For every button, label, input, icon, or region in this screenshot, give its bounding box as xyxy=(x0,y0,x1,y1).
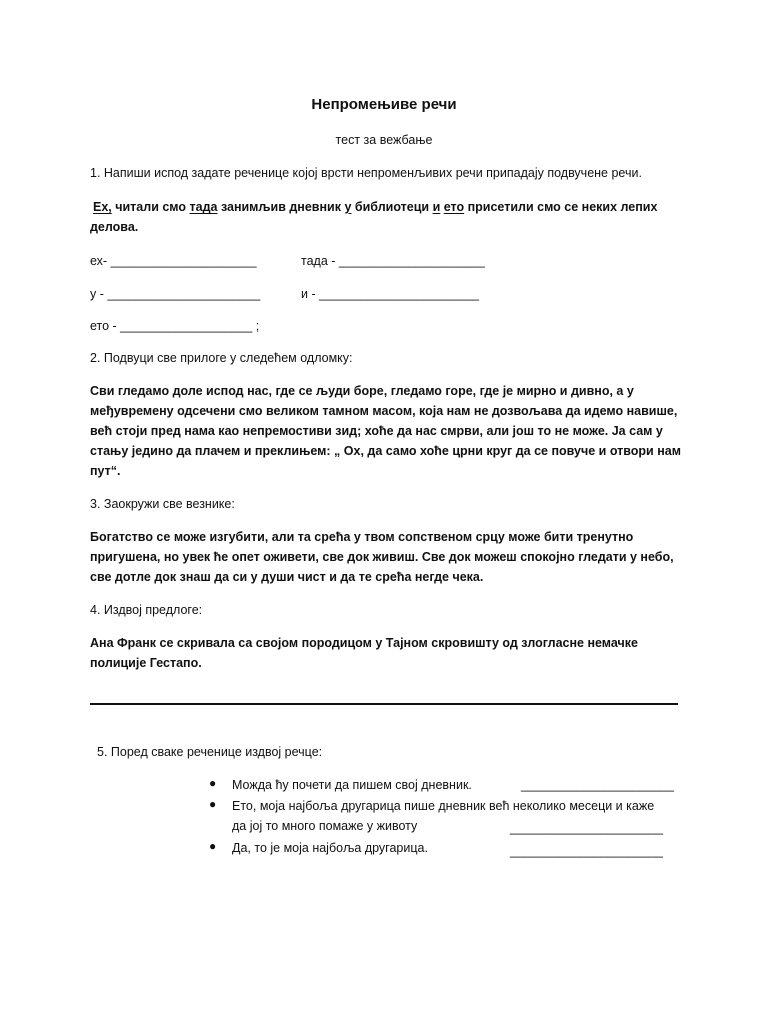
underlined-word: Ех, xyxy=(93,200,112,214)
task5-item-2-line2: да јој то много помаже у животу xyxy=(232,819,418,833)
answer-field-item-1[interactable]: ______________________ xyxy=(521,778,674,792)
task5-item-1: Можда ћу почети да пишем свој дневник. xyxy=(232,778,472,792)
sentence-text: библиотеци xyxy=(351,200,433,214)
underlined-word: у xyxy=(344,200,352,214)
passage-line: већ стоји пред нама као непремостиви зид; хоће да нас смрви, али још то не може. Ја сам у xyxy=(90,424,663,438)
bullet-icon: ● xyxy=(209,797,217,811)
task4-passage xyxy=(90,633,690,673)
passage-line: све дотле док знаш да си у души чист и да те срећа негде чека. xyxy=(90,570,484,584)
passage-line: Сви гледамо доле испод нас, где се људи боре, гледамо горе, где је мирно и дивно, а у xyxy=(90,384,634,398)
task1-sentence xyxy=(93,197,657,217)
bullet-icon: ● xyxy=(209,839,217,853)
passage-line: пригушена, но увек ће опет оживети, све док живиш. Све док можеш спокојно гледати у небо, xyxy=(90,550,674,564)
underlined-word: и xyxy=(432,200,441,214)
answer-field-item-3[interactable]: ______________________ xyxy=(510,844,663,858)
answer-field-eto[interactable]: ето - ___________________ ; xyxy=(90,319,260,333)
task5-prompt: 5. Поред сваке реченице издвој речце: xyxy=(97,745,323,759)
answer-field-eh[interactable]: ех- _____________________ xyxy=(90,254,257,268)
section-divider xyxy=(90,703,678,705)
answer-field-item-2[interactable]: ______________________ xyxy=(510,821,663,835)
passage-line: Богатство се може изгубити, али та срећа у твом сопственом срцу може бити тренутно xyxy=(90,530,634,544)
answer-field-i[interactable]: и - _______________________ xyxy=(301,287,479,301)
sentence-text: занимљив дневник xyxy=(217,200,345,214)
underlined-word: тада xyxy=(189,200,218,214)
answer-field-tada[interactable]: тада - _____________________ xyxy=(301,254,485,268)
passage-line: Ана Франк се скривала са својом породицом у Тајном скровишту од злогласне немачке xyxy=(90,636,638,650)
task3-passage xyxy=(90,527,690,587)
page-subtitle: тест за вежбање xyxy=(335,133,433,147)
passage-line: стању једино да плачем и преклињем: „ Ох, да само хоће црни круг да се повуче и отвори нам xyxy=(90,444,681,458)
task5-item-2: Ето, моја најбоља другарица пише дневник већ неколико месеци и каже xyxy=(232,799,655,813)
task4-prompt: 4. Издвој предлоге: xyxy=(90,603,203,617)
underlined-word: ето xyxy=(443,200,465,214)
sentence-text: читали смо xyxy=(111,200,190,214)
task1-sentence-line2: делова. xyxy=(90,220,139,234)
task1-prompt: 1. Напиши испод задате реченице којој врсти непроменљивих речи припадају подвучене речи. xyxy=(90,166,642,180)
task2-prompt: 2. Подвуци све прилоге у следећем одломку: xyxy=(90,351,353,365)
passage-line: међувремену одсечени смо великом тамном масом, која нам не дозвољава да идемо навише, xyxy=(90,404,678,418)
passage-line: пут“. xyxy=(90,464,121,478)
passage-line: полиције Гестапо. xyxy=(90,656,202,670)
page-title: Непромењиве речи xyxy=(311,96,457,113)
task3-prompt: 3. Заокружи све везнике: xyxy=(90,497,235,511)
task2-passage xyxy=(90,381,690,481)
bullet-icon: ● xyxy=(209,776,217,790)
task5-item-3: Да, то је моја најбоља другарица. xyxy=(232,841,428,855)
sentence-text: присетили смо се неких лепих xyxy=(464,200,658,214)
answer-field-u[interactable]: у - ______________________ xyxy=(90,287,261,301)
